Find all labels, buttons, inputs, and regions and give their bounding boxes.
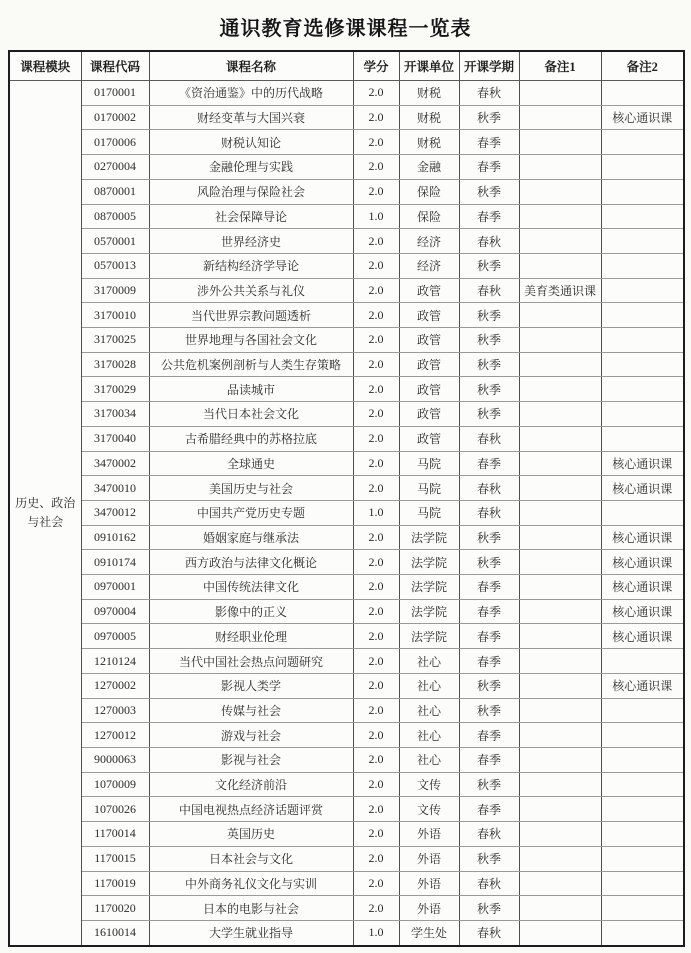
cell-note2	[601, 772, 684, 797]
cell-credits: 2.0	[353, 698, 399, 723]
cell-note1: 美育类通识课	[519, 278, 601, 303]
cell-semester: 春秋	[459, 871, 519, 896]
table-row	[9, 673, 684, 698]
cell-semester: 秋季	[459, 328, 519, 353]
table-row	[9, 179, 684, 204]
cell-code: 1270002	[81, 673, 149, 698]
cell-unit: 财税	[399, 105, 459, 130]
table-row	[9, 476, 684, 501]
cell-semester: 秋季	[459, 525, 519, 550]
cell-note1	[519, 303, 601, 328]
cell-code: 0870001	[81, 179, 149, 204]
cell-name: 全球通史	[149, 451, 353, 476]
cell-semester: 秋季	[459, 846, 519, 871]
cell-name: 中外商务礼仪文化与实训	[149, 871, 353, 896]
cell-note2	[601, 797, 684, 822]
cell-unit: 政管	[399, 352, 459, 377]
table-row	[9, 451, 684, 476]
cell-unit: 财税	[399, 130, 459, 155]
cell-credits: 2.0	[353, 328, 399, 353]
cell-name: 财税认知论	[149, 130, 353, 155]
cell-note2	[601, 846, 684, 871]
cell-credits: 2.0	[353, 451, 399, 476]
cell-unit: 法学院	[399, 624, 459, 649]
cell-note1	[519, 747, 601, 772]
cell-note1	[519, 550, 601, 575]
cell-credits: 2.0	[353, 896, 399, 921]
cell-credits: 2.0	[353, 624, 399, 649]
cell-credits: 2.0	[353, 155, 399, 180]
cell-note2	[601, 822, 684, 847]
cell-unit: 社心	[399, 747, 459, 772]
cell-note1	[519, 649, 601, 674]
cell-name: 游戏与社会	[149, 723, 353, 748]
cell-unit: 政管	[399, 402, 459, 427]
cell-code: 1210124	[81, 649, 149, 674]
table-row	[9, 599, 684, 624]
cell-unit: 外语	[399, 896, 459, 921]
cell-unit: 法学院	[399, 599, 459, 624]
cell-code: 0270004	[81, 155, 149, 180]
cell-credits: 2.0	[353, 649, 399, 674]
cell-credits: 2.0	[353, 253, 399, 278]
cell-unit: 社心	[399, 649, 459, 674]
cell-name: 影视人类学	[149, 673, 353, 698]
cell-note2	[601, 352, 684, 377]
cell-name: 风险治理与保险社会	[149, 179, 353, 204]
table-row	[9, 253, 684, 278]
cell-note1	[519, 377, 601, 402]
column-header-note1: 备注1	[519, 51, 601, 81]
cell-note1	[519, 846, 601, 871]
cell-note1	[519, 599, 601, 624]
course-table-body	[9, 81, 684, 947]
table-row	[9, 723, 684, 748]
cell-name: 古希腊经典中的苏格拉底	[149, 426, 353, 451]
table-row	[9, 328, 684, 353]
column-header-unit: 开课单位	[399, 51, 459, 81]
cell-semester: 秋季	[459, 550, 519, 575]
cell-semester: 春季	[459, 130, 519, 155]
cell-semester: 春季	[459, 797, 519, 822]
table-row	[9, 797, 684, 822]
cell-credits: 2.0	[353, 846, 399, 871]
cell-semester: 春季	[459, 575, 519, 600]
cell-note1	[519, 772, 601, 797]
cell-code: 3470010	[81, 476, 149, 501]
cell-credits: 2.0	[353, 229, 399, 254]
cell-note1	[519, 229, 601, 254]
cell-name: 世界地理与各国社会文化	[149, 328, 353, 353]
cell-name: 英国历史	[149, 822, 353, 847]
cell-unit: 马院	[399, 451, 459, 476]
table-row	[9, 871, 684, 896]
cell-name: 影视与社会	[149, 747, 353, 772]
cell-semester: 秋季	[459, 402, 519, 427]
cell-name: 文化经济前沿	[149, 772, 353, 797]
cell-note1	[519, 402, 601, 427]
column-header-module: 课程模块	[9, 51, 81, 81]
cell-note1	[519, 673, 601, 698]
cell-note2	[601, 155, 684, 180]
cell-name: 公共危机案例剖析与人类生存策略	[149, 352, 353, 377]
cell-name: 美国历史与社会	[149, 476, 353, 501]
cell-semester: 秋季	[459, 673, 519, 698]
cell-note2	[601, 723, 684, 748]
table-row	[9, 105, 684, 130]
cell-note2	[601, 402, 684, 427]
cell-unit: 文传	[399, 772, 459, 797]
cell-note2	[601, 179, 684, 204]
cell-semester: 春季	[459, 204, 519, 229]
cell-note2	[601, 500, 684, 525]
cell-note2	[601, 130, 684, 155]
cell-unit: 保险	[399, 204, 459, 229]
table-row	[9, 920, 684, 946]
cell-code: 1170015	[81, 846, 149, 871]
table-row	[9, 377, 684, 402]
cell-name: 新结构经济学导论	[149, 253, 353, 278]
cell-note2: 核心通识课	[601, 105, 684, 130]
cell-code: 3170009	[81, 278, 149, 303]
cell-note2	[601, 871, 684, 896]
cell-note1	[519, 179, 601, 204]
cell-note2	[601, 426, 684, 451]
cell-code: 3170029	[81, 377, 149, 402]
table-row	[9, 426, 684, 451]
cell-credits: 2.0	[353, 747, 399, 772]
cell-note1	[519, 130, 601, 155]
cell-code: 3170040	[81, 426, 149, 451]
cell-code: 0970001	[81, 575, 149, 600]
cell-code: 3470002	[81, 451, 149, 476]
cell-semester: 春季	[459, 451, 519, 476]
cell-code: 1070026	[81, 797, 149, 822]
cell-unit: 法学院	[399, 575, 459, 600]
cell-credits: 2.0	[353, 797, 399, 822]
cell-code: 1610014	[81, 920, 149, 946]
cell-name: 大学生就业指导	[149, 920, 353, 946]
cell-code: 3170028	[81, 352, 149, 377]
cell-note2	[601, 229, 684, 254]
table-row	[9, 204, 684, 229]
cell-semester: 秋季	[459, 377, 519, 402]
cell-semester: 秋季	[459, 179, 519, 204]
table-row	[9, 500, 684, 525]
table-row	[9, 229, 684, 254]
cell-name: 中国电视热点经济话题评赏	[149, 797, 353, 822]
cell-code: 1070009	[81, 772, 149, 797]
cell-code: 9000063	[81, 747, 149, 772]
table-row	[9, 747, 684, 772]
cell-semester: 春季	[459, 649, 519, 674]
cell-note2	[601, 896, 684, 921]
cell-credits: 2.0	[353, 599, 399, 624]
cell-name: 日本社会与文化	[149, 846, 353, 871]
column-header-note2: 备注2	[601, 51, 684, 81]
cell-note1	[519, 871, 601, 896]
cell-unit: 保险	[399, 179, 459, 204]
table-row	[9, 525, 684, 550]
cell-note2	[601, 204, 684, 229]
cell-credits: 2.0	[353, 81, 399, 106]
cell-name: 社会保障导论	[149, 204, 353, 229]
cell-credits: 1.0	[353, 500, 399, 525]
cell-semester: 秋季	[459, 105, 519, 130]
cell-unit: 政管	[399, 278, 459, 303]
cell-note1	[519, 451, 601, 476]
cell-code: 0870005	[81, 204, 149, 229]
cell-semester: 春秋	[459, 920, 519, 946]
cell-unit: 外语	[399, 822, 459, 847]
cell-semester: 春秋	[459, 426, 519, 451]
cell-name: 当代世界宗教问题透析	[149, 303, 353, 328]
cell-note2: 核心通识课	[601, 599, 684, 624]
cell-note2: 核心通识课	[601, 624, 684, 649]
cell-code: 3170025	[81, 328, 149, 353]
cell-credits: 2.0	[353, 673, 399, 698]
cell-name: 西方政治与法律文化概论	[149, 550, 353, 575]
cell-credits: 2.0	[353, 179, 399, 204]
cell-note2	[601, 278, 684, 303]
cell-semester: 春季	[459, 599, 519, 624]
cell-note1	[519, 476, 601, 501]
cell-note1	[519, 253, 601, 278]
cell-credits: 2.0	[353, 105, 399, 130]
cell-unit: 外语	[399, 871, 459, 896]
table-row	[9, 649, 684, 674]
cell-unit: 政管	[399, 426, 459, 451]
cell-unit: 金融	[399, 155, 459, 180]
cell-unit: 马院	[399, 476, 459, 501]
cell-name: 财经职业伦理	[149, 624, 353, 649]
cell-unit: 社心	[399, 673, 459, 698]
cell-semester: 春秋	[459, 500, 519, 525]
cell-unit: 经济	[399, 229, 459, 254]
cell-note1	[519, 698, 601, 723]
cell-code: 0570001	[81, 229, 149, 254]
cell-code: 0910174	[81, 550, 149, 575]
cell-unit: 社心	[399, 698, 459, 723]
cell-credits: 2.0	[353, 426, 399, 451]
cell-note1	[519, 204, 601, 229]
cell-unit: 政管	[399, 303, 459, 328]
cell-name: 财经变革与大国兴衰	[149, 105, 353, 130]
cell-note2: 核心通识课	[601, 476, 684, 501]
page-title: 通识教育选修课课程一览表	[219, 18, 472, 40]
table-row	[9, 624, 684, 649]
cell-credits: 2.0	[353, 402, 399, 427]
cell-note1	[519, 105, 601, 130]
cell-name: 婚姻家庭与继承法	[149, 525, 353, 550]
cell-semester: 秋季	[459, 303, 519, 328]
cell-note2: 核心通识课	[601, 550, 684, 575]
cell-note2: 核心通识课	[601, 575, 684, 600]
table-row	[9, 822, 684, 847]
cell-note2: 核心通识课	[601, 451, 684, 476]
cell-name: 传媒与社会	[149, 698, 353, 723]
cell-code: 3170010	[81, 303, 149, 328]
cell-note1	[519, 920, 601, 946]
cell-unit: 法学院	[399, 550, 459, 575]
cell-note2	[601, 303, 684, 328]
cell-unit: 法学院	[399, 525, 459, 550]
cell-note1	[519, 352, 601, 377]
cell-semester: 秋季	[459, 896, 519, 921]
table-row	[9, 130, 684, 155]
cell-unit: 学生处	[399, 920, 459, 946]
column-header-name: 课程名称	[149, 51, 353, 81]
cell-name: 金融伦理与实践	[149, 155, 353, 180]
cell-credits: 2.0	[353, 377, 399, 402]
cell-semester: 秋季	[459, 698, 519, 723]
cell-semester: 春秋	[459, 278, 519, 303]
cell-note1	[519, 624, 601, 649]
cell-name: 涉外公共关系与礼仪	[149, 278, 353, 303]
column-header-code: 课程代码	[81, 51, 149, 81]
cell-name: 品读城市	[149, 377, 353, 402]
cell-name: 日本的电影与社会	[149, 896, 353, 921]
cell-code: 0170001	[81, 81, 149, 106]
cell-credits: 2.0	[353, 525, 399, 550]
cell-semester: 春秋	[459, 822, 519, 847]
cell-name: 影像中的正义	[149, 599, 353, 624]
cell-semester: 春秋	[459, 229, 519, 254]
cell-unit: 政管	[399, 377, 459, 402]
cell-note2	[601, 649, 684, 674]
cell-semester: 春季	[459, 723, 519, 748]
cell-semester: 秋季	[459, 253, 519, 278]
cell-unit: 财税	[399, 81, 459, 106]
cell-note1	[519, 81, 601, 106]
table-row	[9, 402, 684, 427]
cell-note1	[519, 575, 601, 600]
table-row	[9, 772, 684, 797]
cell-credits: 2.0	[353, 303, 399, 328]
cell-code: 1270012	[81, 723, 149, 748]
cell-semester: 春季	[459, 155, 519, 180]
cell-unit: 马院	[399, 500, 459, 525]
cell-credits: 2.0	[353, 278, 399, 303]
cell-note1	[519, 896, 601, 921]
cell-name: 当代中国社会热点问题研究	[149, 649, 353, 674]
cell-code: 3170034	[81, 402, 149, 427]
cell-credits: 2.0	[353, 130, 399, 155]
cell-unit: 文传	[399, 797, 459, 822]
column-header-semester: 开课学期	[459, 51, 519, 81]
cell-note1	[519, 822, 601, 847]
cell-semester: 春季	[459, 747, 519, 772]
cell-unit: 政管	[399, 328, 459, 353]
cell-code: 1170014	[81, 822, 149, 847]
cell-note2	[601, 81, 684, 106]
cell-credits: 2.0	[353, 476, 399, 501]
cell-note2	[601, 253, 684, 278]
table-row	[9, 352, 684, 377]
cell-note2	[601, 377, 684, 402]
module-cell: 历史、政治 与社会	[9, 81, 81, 947]
cell-note2	[601, 920, 684, 946]
table-row	[9, 846, 684, 871]
cell-unit: 外语	[399, 846, 459, 871]
cell-credits: 2.0	[353, 871, 399, 896]
cell-code: 0970005	[81, 624, 149, 649]
cell-name: 《资治通鉴》中的历代战略	[149, 81, 353, 106]
cell-note2: 核心通识课	[601, 525, 684, 550]
cell-code: 0170002	[81, 105, 149, 130]
cell-note1	[519, 328, 601, 353]
table-row	[9, 81, 684, 106]
cell-code: 0570013	[81, 253, 149, 278]
header-row	[9, 51, 684, 81]
cell-code: 1170019	[81, 871, 149, 896]
table-row	[9, 550, 684, 575]
cell-credits: 2.0	[353, 550, 399, 575]
cell-note2	[601, 328, 684, 353]
table-row	[9, 278, 684, 303]
cell-code: 0970004	[81, 599, 149, 624]
column-header-credits: 学分	[353, 51, 399, 81]
table-row	[9, 575, 684, 600]
cell-credits: 2.0	[353, 575, 399, 600]
course-table	[8, 50, 685, 947]
table-row	[9, 896, 684, 921]
cell-semester: 春季	[459, 624, 519, 649]
cell-credits: 2.0	[353, 723, 399, 748]
cell-credits: 1.0	[353, 920, 399, 946]
cell-code: 1170020	[81, 896, 149, 921]
cell-semester: 秋季	[459, 772, 519, 797]
table-row	[9, 698, 684, 723]
cell-note2	[601, 747, 684, 772]
cell-code: 3470012	[81, 500, 149, 525]
cell-semester: 春秋	[459, 81, 519, 106]
cell-credits: 2.0	[353, 772, 399, 797]
cell-unit: 经济	[399, 253, 459, 278]
cell-credits: 2.0	[353, 352, 399, 377]
cell-note1	[519, 426, 601, 451]
cell-code: 0910162	[81, 525, 149, 550]
cell-credits: 2.0	[353, 822, 399, 847]
cell-name: 当代日本社会文化	[149, 402, 353, 427]
cell-note1	[519, 155, 601, 180]
cell-code: 1270003	[81, 698, 149, 723]
cell-note1	[519, 525, 601, 550]
table-row	[9, 155, 684, 180]
cell-semester: 春秋	[459, 476, 519, 501]
cell-semester: 秋季	[459, 352, 519, 377]
table-row	[9, 303, 684, 328]
cell-note2	[601, 698, 684, 723]
cell-unit: 社心	[399, 723, 459, 748]
cell-note1	[519, 797, 601, 822]
cell-note1	[519, 500, 601, 525]
cell-credits: 1.0	[353, 204, 399, 229]
cell-name: 世界经济史	[149, 229, 353, 254]
cell-name: 中国传统法律文化	[149, 575, 353, 600]
cell-note2: 核心通识课	[601, 673, 684, 698]
cell-note1	[519, 723, 601, 748]
cell-code: 0170006	[81, 130, 149, 155]
cell-name: 中国共产党历史专题	[149, 500, 353, 525]
